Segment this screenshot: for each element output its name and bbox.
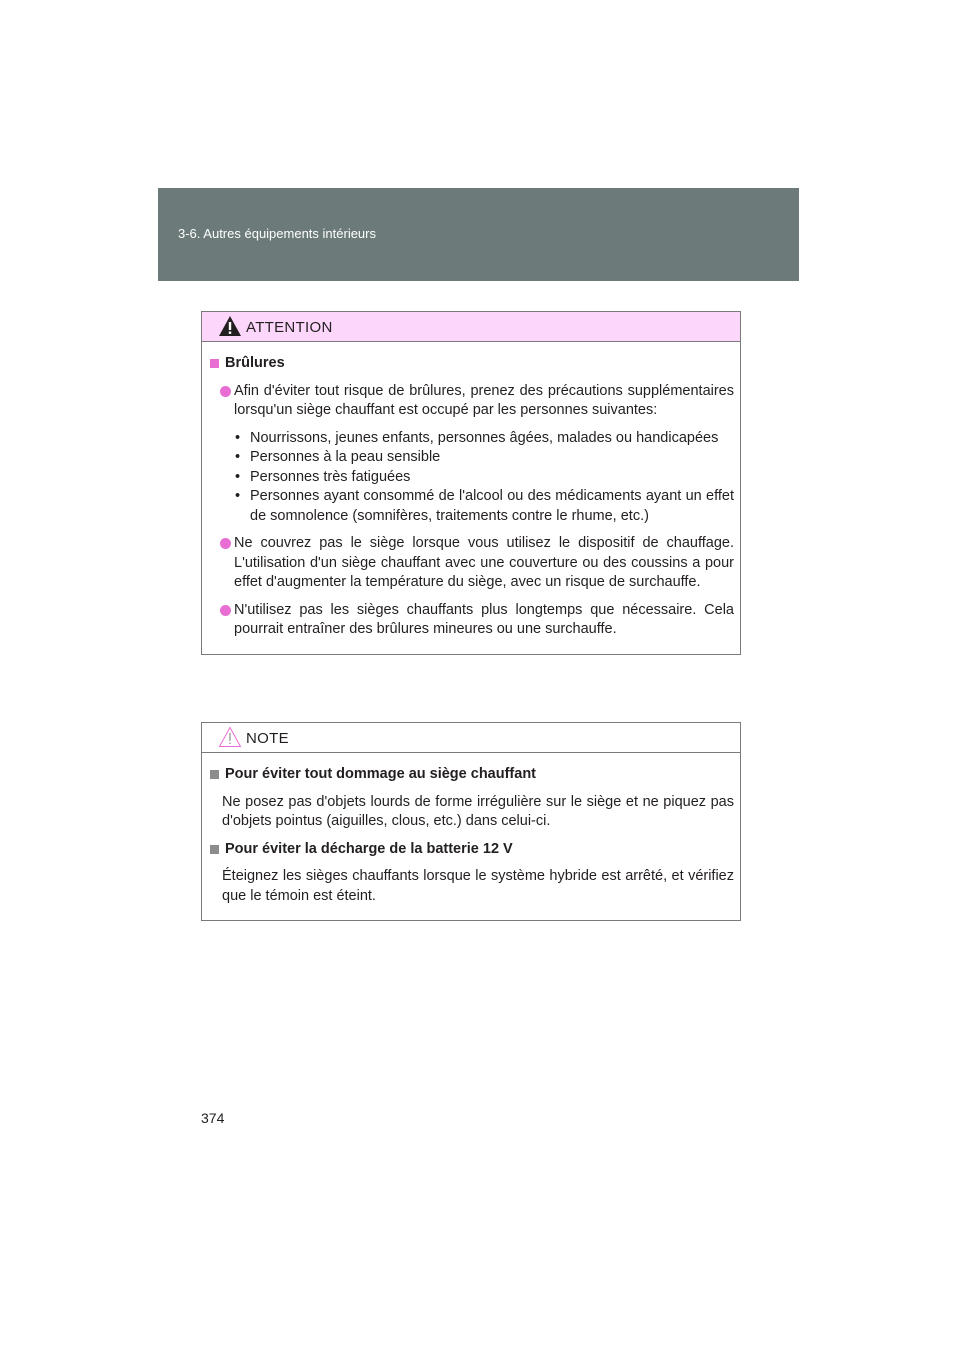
note-box xyxy=(201,722,741,921)
section-header-band xyxy=(158,188,799,281)
page-number: 374 xyxy=(201,1110,225,1126)
attention-bullet-3 xyxy=(210,601,734,640)
note-body xyxy=(202,753,740,920)
circle-bullet-icon xyxy=(220,386,231,397)
note-heading-2 xyxy=(210,840,734,860)
note-heading-1 xyxy=(210,765,734,785)
attention-sub-list xyxy=(234,429,734,527)
note-text-1: Ne posez pas d'objets lourds de forme irrégulière sur le siège et ne piquez pas d'objets pointus (aiguilles, clous, etc.) dans celui-ci. xyxy=(222,793,734,829)
warning-icon xyxy=(218,315,242,337)
attention-bullet-3-text: N'utilisez pas les sièges chauffants plus longtemps que nécessaire. Cela pourrait entraîner des brûlures mineures ou une surchauffe. xyxy=(234,601,734,637)
square-bullet-icon xyxy=(210,359,219,368)
attention-bullet-2-text: Ne couvrez pas le siège lorsque vous utilisez le dispositif de chauffage. L'utilisation d'un siège chauffant avec une couverture ou des coussins a pour effet d'augmenter la température du siège, avec un risque de surchauffe. xyxy=(234,535,734,590)
note-label: NOTE xyxy=(246,730,289,747)
attention-heading xyxy=(210,354,734,374)
note-header xyxy=(202,723,740,753)
sub-list-item: • Personnes très fatiguées xyxy=(210,468,734,488)
attention-bullet-2 xyxy=(210,534,734,593)
circle-bullet-icon xyxy=(220,605,231,616)
note-text-2: Éteignez les sièges chauffants lorsque le système hybride est arrêté, et vérifiez que le témoin est éteint. xyxy=(222,868,734,904)
note-heading-1-text: Pour éviter tout dommage au siège chauffant xyxy=(225,766,536,782)
sub-list-item: • Nourrissons, jeunes enfants, personnes âgées, malades ou handicapées xyxy=(210,429,734,449)
section-title: 3-6. Autres équipements intérieurs xyxy=(178,226,376,241)
attention-bullet-1-text: Afin d'éviter tout risque de brûlures, prenez des précautions supplémentaires lorsqu'un siège chauffant est occupé par les personnes suivantes: xyxy=(234,382,734,418)
square-bullet-icon xyxy=(210,845,219,854)
attention-heading-text: Brûlures xyxy=(225,355,285,371)
attention-box xyxy=(201,311,741,655)
circle-bullet-icon xyxy=(220,538,231,549)
caution-outline-icon xyxy=(218,726,242,748)
sub-list-item: • Personnes à la peau sensible xyxy=(210,448,734,468)
square-bullet-icon xyxy=(210,770,219,779)
sub-list-item: • Personnes ayant consommé de l'alcool ou des médicaments ayant un effet de somnolence (somnifères, traitements contre le rhume, etc.) xyxy=(210,487,734,526)
attention-bullet-1 xyxy=(210,382,734,527)
attention-header xyxy=(202,312,740,342)
attention-label: ATTENTION xyxy=(246,319,333,336)
attention-body xyxy=(202,342,740,654)
note-heading-2-text: Pour éviter la décharge de la batterie 12 V xyxy=(225,840,513,857)
